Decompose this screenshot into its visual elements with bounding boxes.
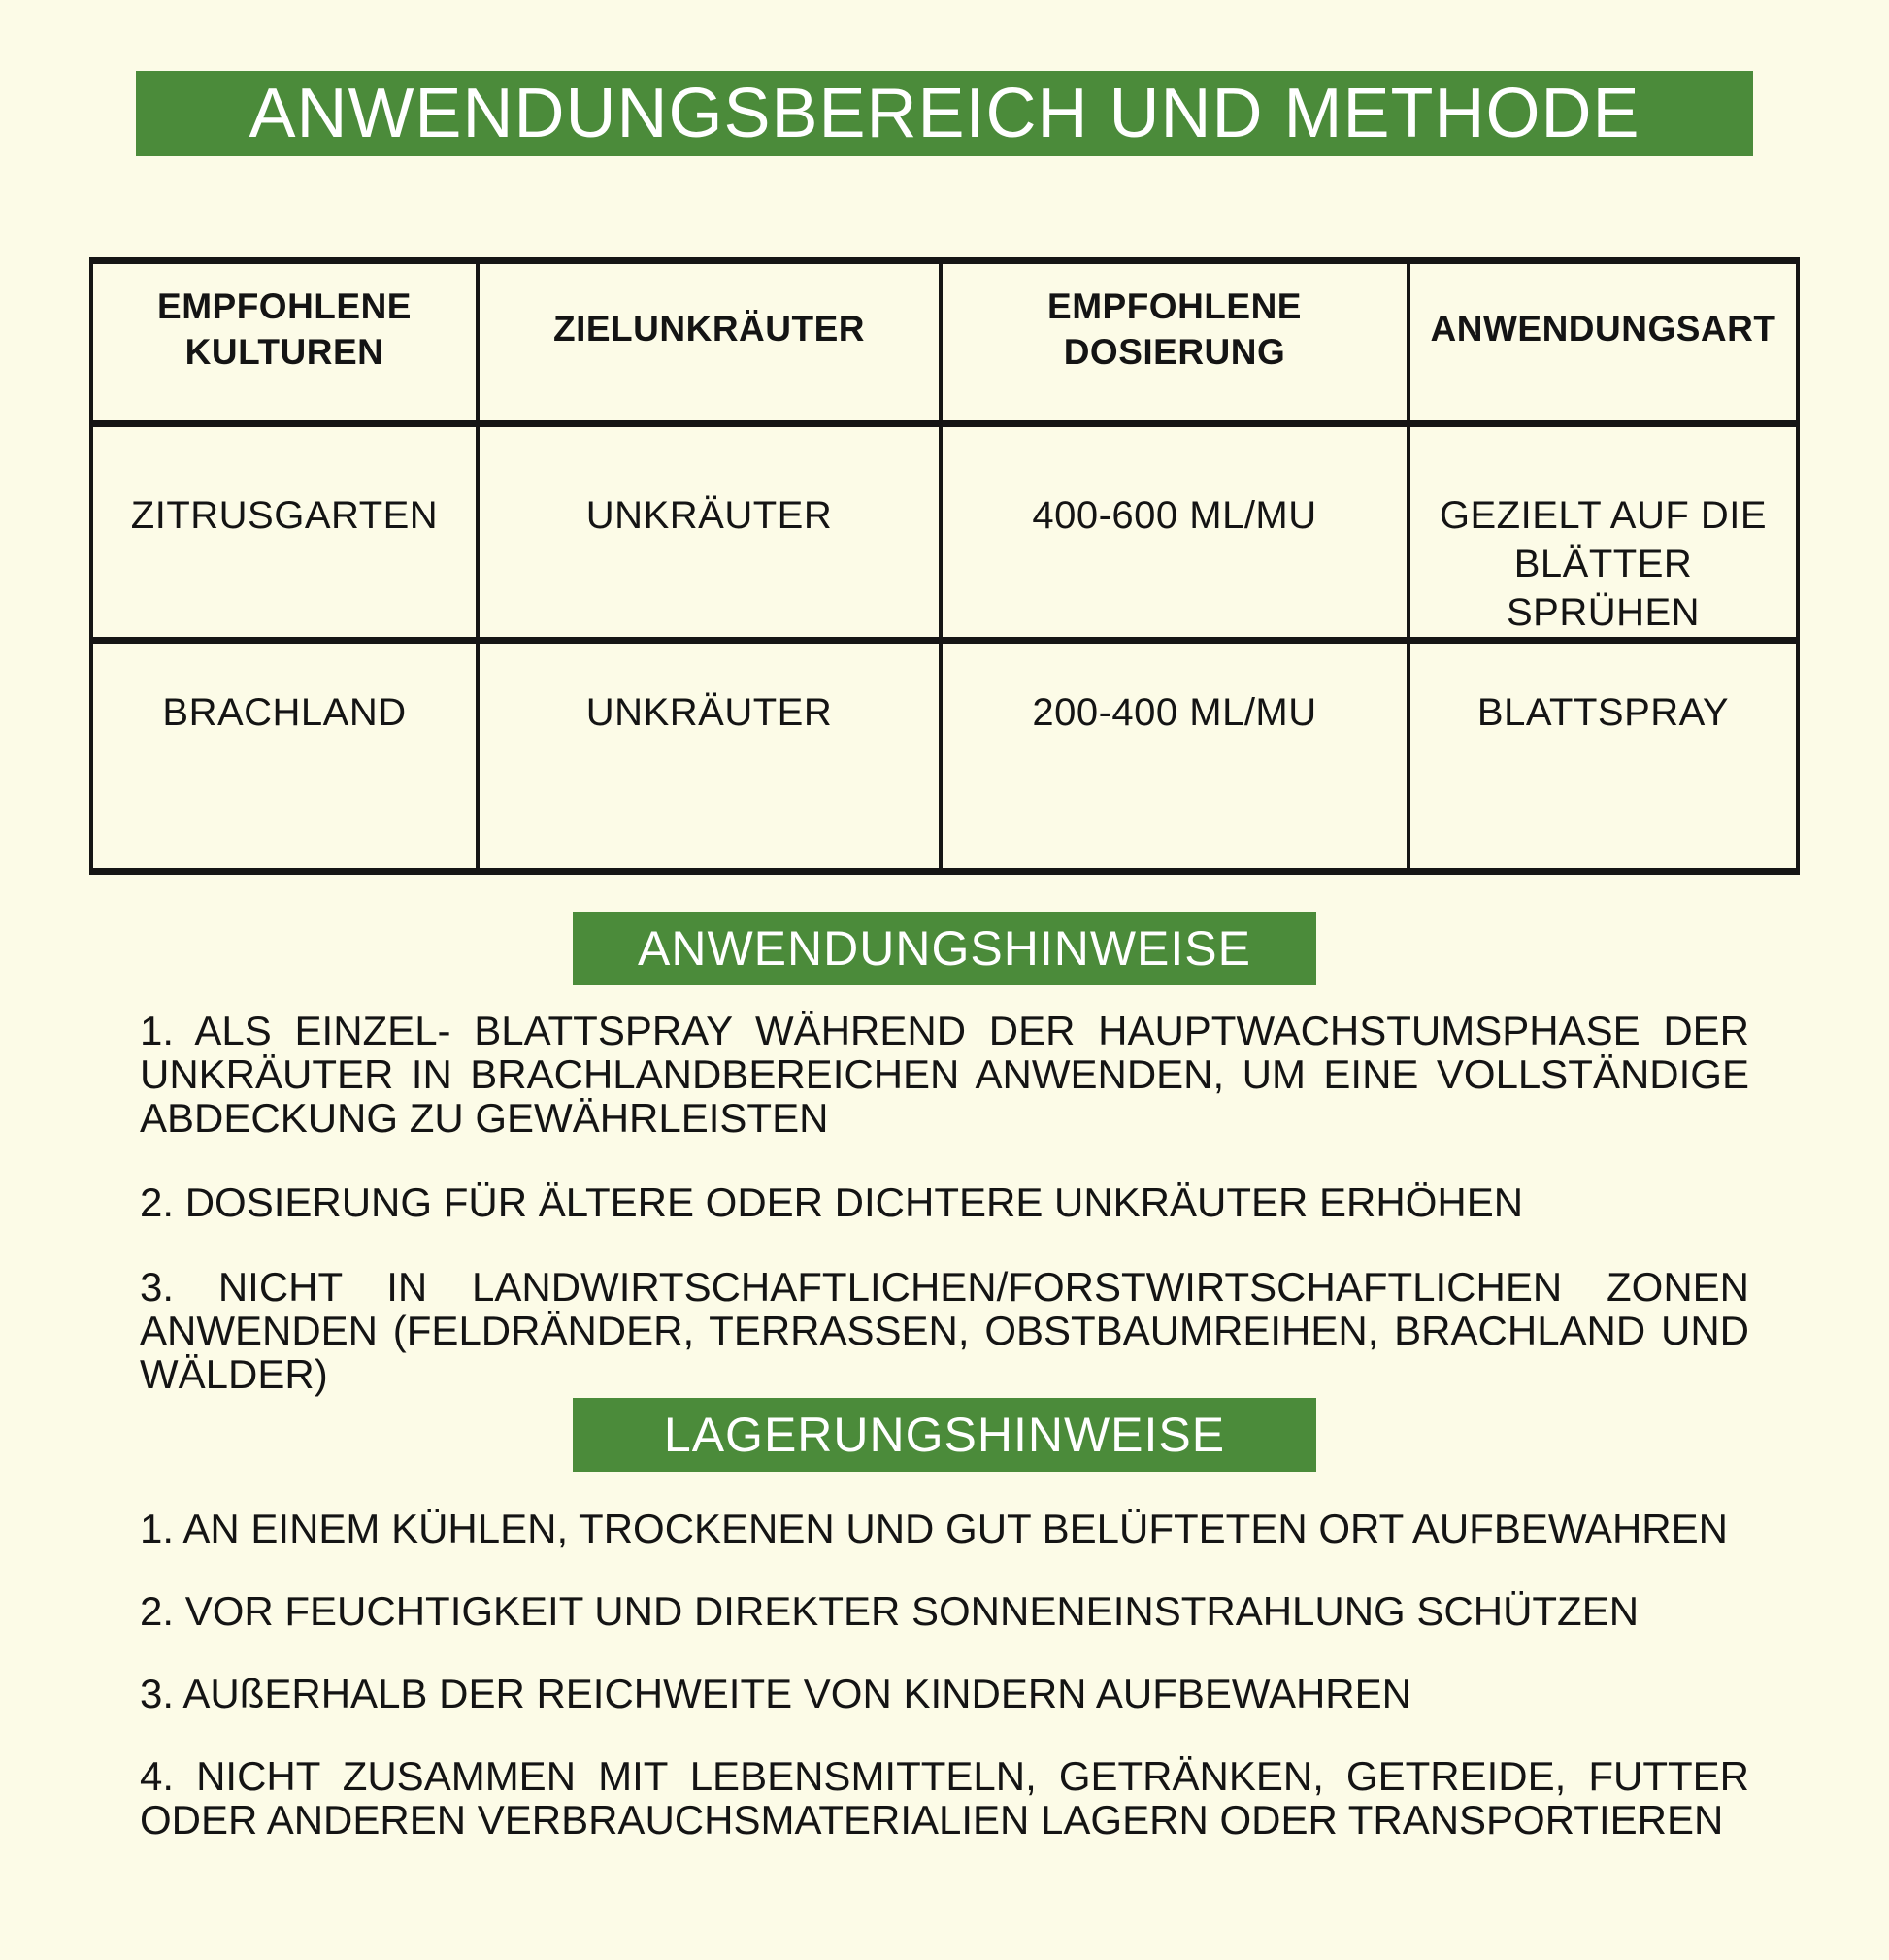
table-header-row (91, 261, 1798, 424)
usage-note-item: 3. NICHT IN LANDWIRTSCHAFTLICHEN/FORSTWIRTSCHAFTLICHEN ZONEN ANWENDEN (FELDRÄNDER, TERRASSEN, OBSTBAUMREIHEN, BRACHLAND UND WÄLDER) (140, 1264, 1749, 1397)
column-header-cultures: EMPFOHLENE KULTUREN (91, 261, 478, 424)
usage-note-item: 1. ALS EINZEL- BLATTSPRAY WÄHREND DER HAUPTWACHSTUMSPHASE DER UNKRÄUTER IN BRACHLANDBEREICHEN ANWENDEN, UM EINE VOLLSTÄNDIGE ABDECKUNG ZU GEWÄHRLEISTEN (140, 1008, 1749, 1141)
cell-dosage: 400-600 ML/MU (941, 424, 1408, 641)
cell-culture: ZITRUSGARTEN (91, 424, 478, 641)
cell-culture: BRACHLAND (91, 641, 478, 872)
storage-note-item: 1. AN EINEM KÜHLEN, TROCKENEN UND GUT BELÜFTETEN ORT AUFBEWAHREN (140, 1506, 1728, 1551)
column-header-dosage: EMPFOHLENE DOSIERUNG (941, 261, 1408, 424)
cell-application-type: GEZIELT AUF DIE BLÄTTER SPRÜHEN (1408, 424, 1798, 641)
usage-note-item: 2. DOSIERUNG FÜR ÄLTERE ODER DICHTERE UNKRÄUTER ERHÖHEN (140, 1179, 1524, 1225)
application-table (89, 257, 1800, 875)
storage-note-item: 3. AUßERHALB DER REICHWEITE VON KINDERN AUFBEWAHREN (140, 1671, 1411, 1716)
usage-notes-list (140, 1009, 1749, 1396)
storage-notes-title: LAGERUNGSHINWEISE (663, 1408, 1226, 1462)
column-header-application-type: ANWENDUNGSART (1408, 261, 1798, 424)
table-row (91, 424, 1798, 641)
main-title: ANWENDUNGSBEREICH UND METHODE (249, 75, 1640, 152)
label-page (0, 71, 1889, 1960)
storage-note-item: 4. NICHT ZUSAMMEN MIT LEBENSMITTELN, GETRÄNKEN, GETREIDE, FUTTER ODER ANDEREN VERBRAUCHSMATERIALIEN LAGERN ODER TRANSPORTIEREN (140, 1753, 1749, 1843)
storage-notes-banner (573, 1398, 1316, 1472)
cell-dosage: 200-400 ML/MU (941, 641, 1408, 872)
storage-notes-list (140, 1507, 1749, 1842)
main-title-banner (136, 71, 1753, 156)
usage-notes-title: ANWENDUNGSHINWEISE (638, 921, 1251, 976)
storage-note-item: 2. VOR FEUCHTIGKEIT UND DIREKTER SONNENEINSTRAHLUNG SCHÜTZEN (140, 1588, 1640, 1634)
cell-target-weeds: UNKRÄUTER (478, 424, 941, 641)
usage-notes-banner (573, 912, 1316, 985)
cell-application-type: BLATTSPRAY (1408, 641, 1798, 872)
table-row (91, 641, 1798, 872)
column-header-target-weeds: ZIELUNKRÄUTER (478, 261, 941, 424)
cell-target-weeds: UNKRÄUTER (478, 641, 941, 872)
